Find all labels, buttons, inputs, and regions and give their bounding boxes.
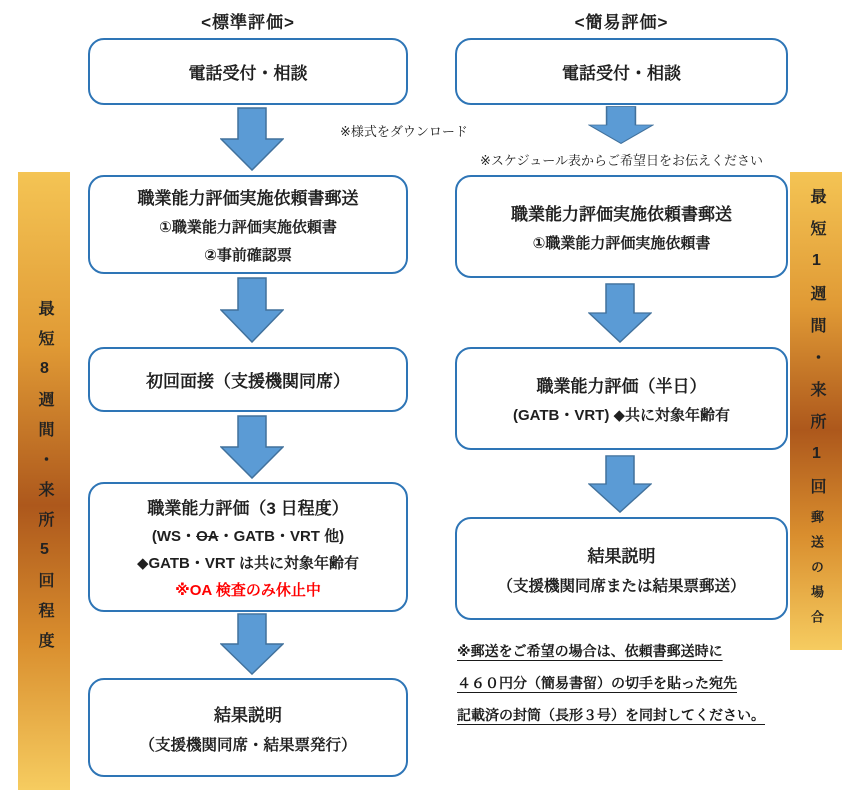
tests-prefix: (WS・	[151, 528, 197, 545]
box-line: ①職業能力評価実施依頼書	[159, 219, 337, 236]
box-line: 職業能力評価実施依頼書郵送	[511, 205, 732, 224]
box-line: ②事前確認票	[204, 247, 292, 264]
left-box-ability-evaluation	[88, 482, 408, 612]
box-line: 電話受付・相談	[562, 64, 681, 83]
box-line-tests	[152, 525, 344, 546]
mailing-instructions-note	[457, 640, 807, 736]
box-line: 職業能力評価（3 日程度）	[147, 499, 349, 518]
mail-note-line: 記載済の封筒（長形３号）を同封してください。	[457, 707, 765, 723]
down-arrow-icon	[220, 277, 284, 343]
left-box-phone-reception	[88, 38, 408, 105]
box-line: (GATB・VRT) ◆共に対象年齢有	[512, 407, 731, 424]
box-line: 電話受付・相談	[188, 64, 308, 83]
box-line: （支援機関同席または結果票郵送）	[497, 577, 746, 595]
left-box-request-mailing	[88, 175, 408, 274]
left-duration-text: 最短8週間・来所5回程度	[36, 300, 53, 662]
down-arrow-icon	[588, 106, 654, 144]
right-duration-banner	[790, 172, 842, 650]
tests-struck-oa: OA	[196, 528, 219, 545]
box-line: 初回面接（支援機関同席）	[146, 372, 350, 391]
box-line: （支援機関同席・結果票発行）	[139, 736, 357, 754]
right-duration-text-main: 最短1週間・来所1回	[808, 187, 825, 510]
down-arrow-icon	[220, 415, 284, 479]
mail-note-line: ※郵送をご希望の場合は、依頼書郵送時に	[457, 643, 723, 659]
left-box-first-interview	[88, 347, 408, 412]
box-line: 結果説明	[587, 546, 656, 566]
right-box-ability-evaluation	[455, 347, 788, 450]
right-duration-text-sub: 郵送の場合	[809, 509, 824, 635]
box-line: 職業能力評価（半日）	[536, 377, 707, 396]
box-line: ◆GATB・VRT は共に対象年齢有	[136, 555, 360, 572]
tests-suffix: ・GATB・VRT 他)	[218, 528, 345, 545]
left-box-result-explanation	[88, 678, 408, 777]
download-note: ※様式をダウンロード	[340, 124, 468, 139]
right-box-phone-reception	[455, 38, 788, 105]
box-line: 職業能力評価実施依頼書郵送	[137, 189, 359, 208]
box-line: ①職業能力評価実施依頼書	[532, 235, 711, 252]
down-arrow-icon	[588, 455, 652, 513]
down-arrow-icon	[220, 613, 284, 675]
mail-note-line: ４６０円分（簡易書留）の切手を貼った宛先	[457, 675, 737, 691]
box-line-alert: ※OA 検査のみ休止中	[175, 582, 321, 599]
right-column-title: <簡易評価>	[574, 13, 669, 32]
left-duration-banner	[18, 172, 70, 790]
left-column-title: <標準評価>	[201, 13, 295, 32]
box-line: 結果説明	[214, 705, 282, 725]
schedule-note: ※スケジュール表からご希望日をお伝えください	[479, 153, 764, 168]
right-box-request-mailing	[455, 175, 788, 278]
down-arrow-icon	[588, 283, 652, 343]
down-arrow-icon	[220, 107, 284, 171]
right-box-result-explanation	[455, 517, 788, 620]
